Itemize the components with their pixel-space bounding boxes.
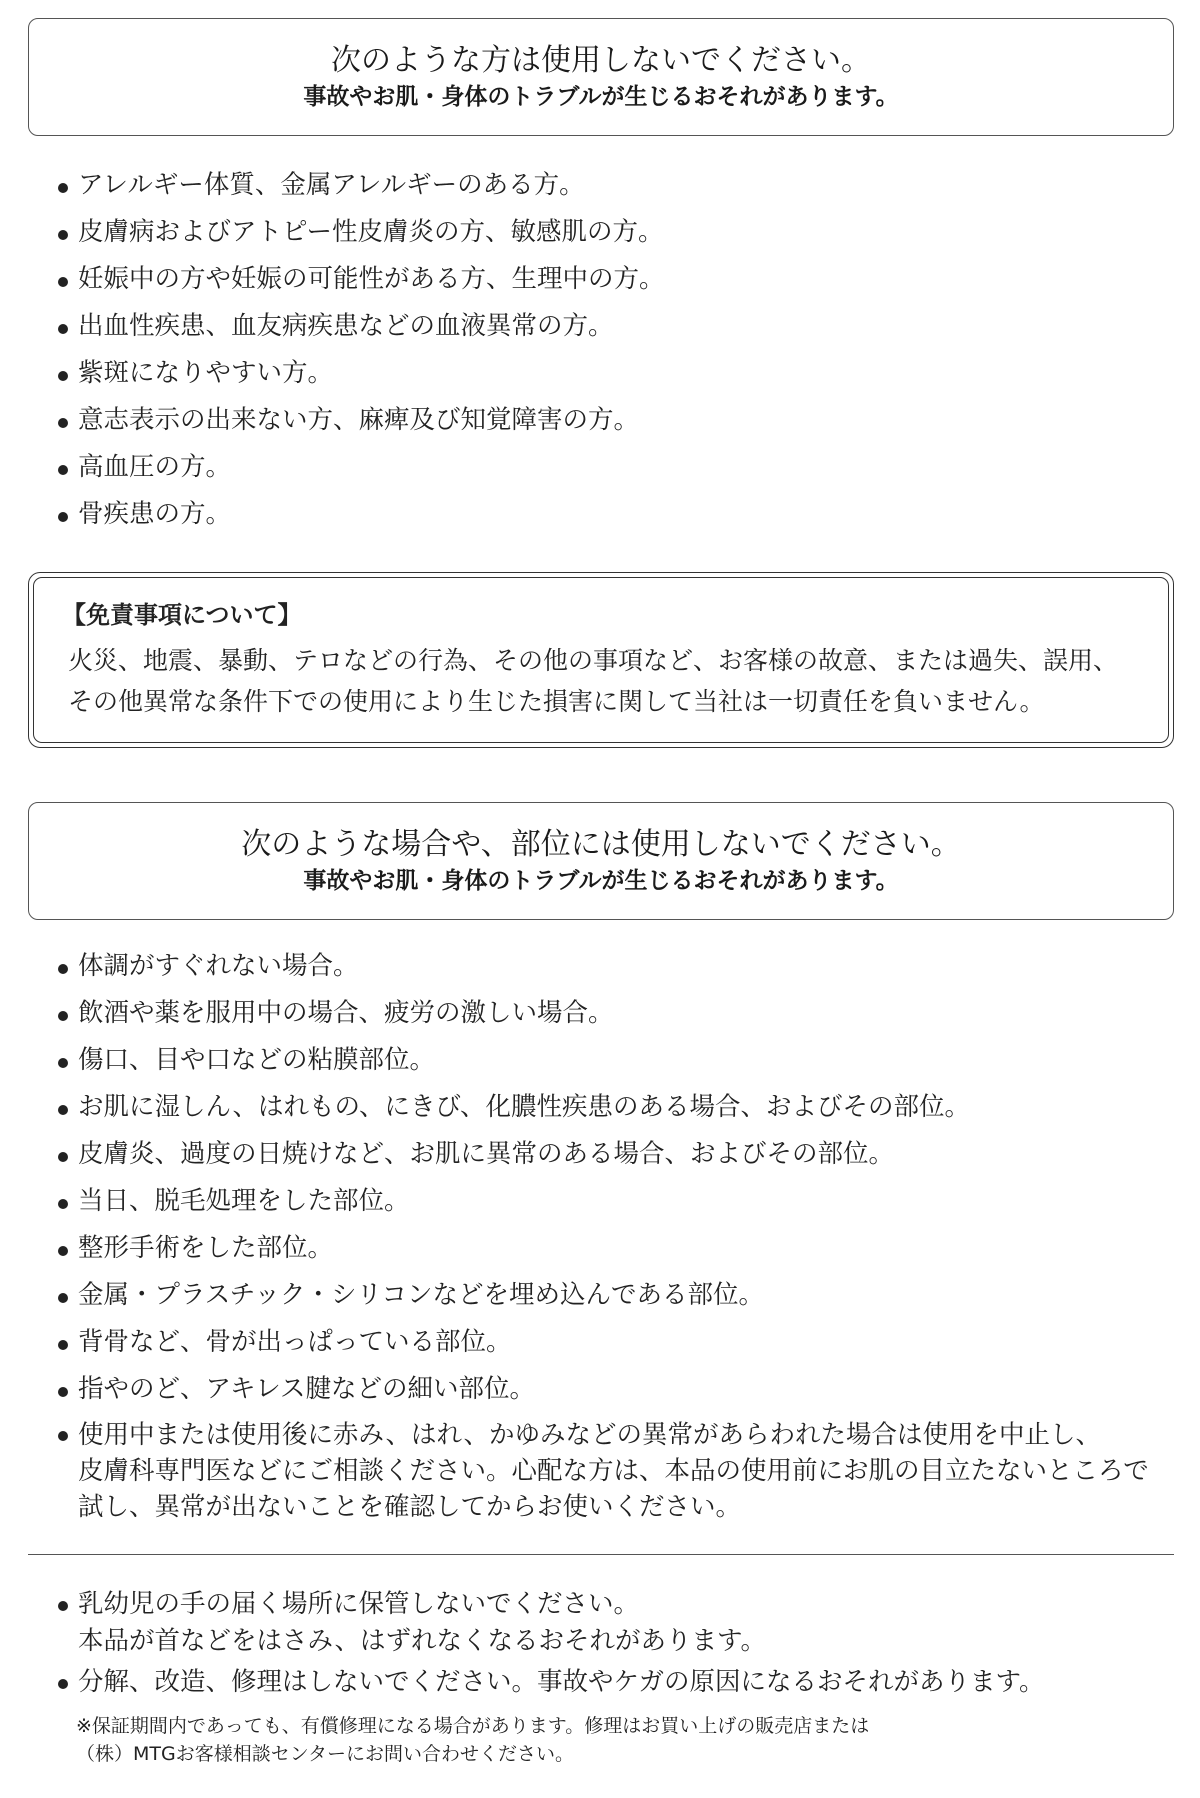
persons-list	[54, 162, 1174, 538]
disclaimer-box	[28, 572, 1174, 748]
areas-list	[54, 943, 1174, 1525]
list-item: 飲酒や薬を服用中の場合、疲労の激しい場合。	[54, 990, 1174, 1037]
list-item: 背骨など、骨が出っぱっている部位。	[54, 1319, 1174, 1366]
list-item: 紫斑になりやすい方。	[54, 350, 1174, 397]
disclaimer-title: 【免責事項について】	[62, 601, 302, 629]
list-item: 当日、脱毛処理をした部位。	[54, 1178, 1174, 1225]
list-item: 意志表示の出来ない方、麻痺及び知覚障害の方。	[54, 397, 1174, 444]
note-line: （株）MTGお客様相談センターにお問い合わせください。	[76, 1743, 574, 1765]
list-item: 皮膚炎、過度の日焼けなど、お肌に異常のある場合、およびその部位。	[54, 1131, 1174, 1178]
list-item: 金属・プラスチック・シリコンなどを埋め込んである部位。	[54, 1272, 1174, 1319]
disclaimer-inner	[33, 577, 1169, 743]
repair-note	[76, 1712, 869, 1768]
warning-header-areas	[28, 802, 1174, 920]
list-item-repair: 分解、改造、修理はしないでください。事故やケガの原因になるおそれがあります。	[54, 1664, 1174, 1701]
list-item: 高血圧の方。	[54, 444, 1174, 491]
list-item-multiline	[54, 1417, 1174, 1525]
list-item-storage	[54, 1586, 1174, 1660]
list-item-line: 本品が首などをはさみ、はずれなくなるおそれがあります。	[78, 1626, 766, 1656]
warning-subtitle-persons: 事故やお肌・身体のトラブルが生じるおそれがあります。	[303, 84, 899, 110]
warning-subtitle-areas: 事故やお肌・身体のトラブルが生じるおそれがあります。	[303, 868, 899, 894]
disclaimer-line: 火災、地震、暴動、テロなどの行為、その他の事項など、お客様の故意、または過失、誤用、	[68, 646, 1119, 675]
disclaimer-line: その他異常な条件下での使用により生じた損害に関して当社は一切責任を負いません。	[68, 687, 1045, 716]
list-item-line: 使用中または使用後に赤み、はれ、かゆみなどの異常があらわれた場合は使用を中止し、	[78, 1420, 1102, 1450]
note-line: ※保証期間内であっても、有償修理になる場合があります。修理はお買い上げの販売店または	[76, 1715, 870, 1737]
warning-title-persons: 次のような方は使用しないでください。	[331, 43, 871, 78]
storage-list	[54, 1586, 1174, 1701]
list-item: アレルギー体質、金属アレルギーのある方。	[54, 162, 1174, 209]
list-item: お肌に湿しん、はれもの、にきび、化膿性疾患のある場合、およびその部位。	[54, 1084, 1174, 1131]
list-item-line: 皮膚科専門医などにご相談ください。心配な方は、本品の使用前にお肌の目立たないところで	[78, 1456, 1149, 1486]
list-item: 傷口、目や口などの粘膜部位。	[54, 1037, 1174, 1084]
section-divider	[28, 1554, 1174, 1555]
list-item: 体調がすぐれない場合。	[54, 943, 1174, 990]
list-item: 指やのど、アキレス腱などの細い部位。	[54, 1366, 1174, 1413]
warning-title-areas: 次のような場合や、部位には使用しないでください。	[241, 827, 961, 862]
list-item-line: 乳幼児の手の届く場所に保管しないでください。	[78, 1589, 640, 1619]
list-item-line: 試し、異常が出ないことを確認してからお使いください。	[78, 1492, 742, 1522]
list-item: 整形手術をした部位。	[54, 1225, 1174, 1272]
list-item: 骨疾患の方。	[54, 491, 1174, 538]
list-item: 出血性疾患、血友病疾患などの血液異常の方。	[54, 303, 1174, 350]
list-item: 皮膚病およびアトピー性皮膚炎の方、敏感肌の方。	[54, 209, 1174, 256]
list-item: 妊娠中の方や妊娠の可能性がある方、生理中の方。	[54, 256, 1174, 303]
disclaimer-body	[68, 640, 1138, 722]
warning-header-persons	[28, 18, 1174, 136]
